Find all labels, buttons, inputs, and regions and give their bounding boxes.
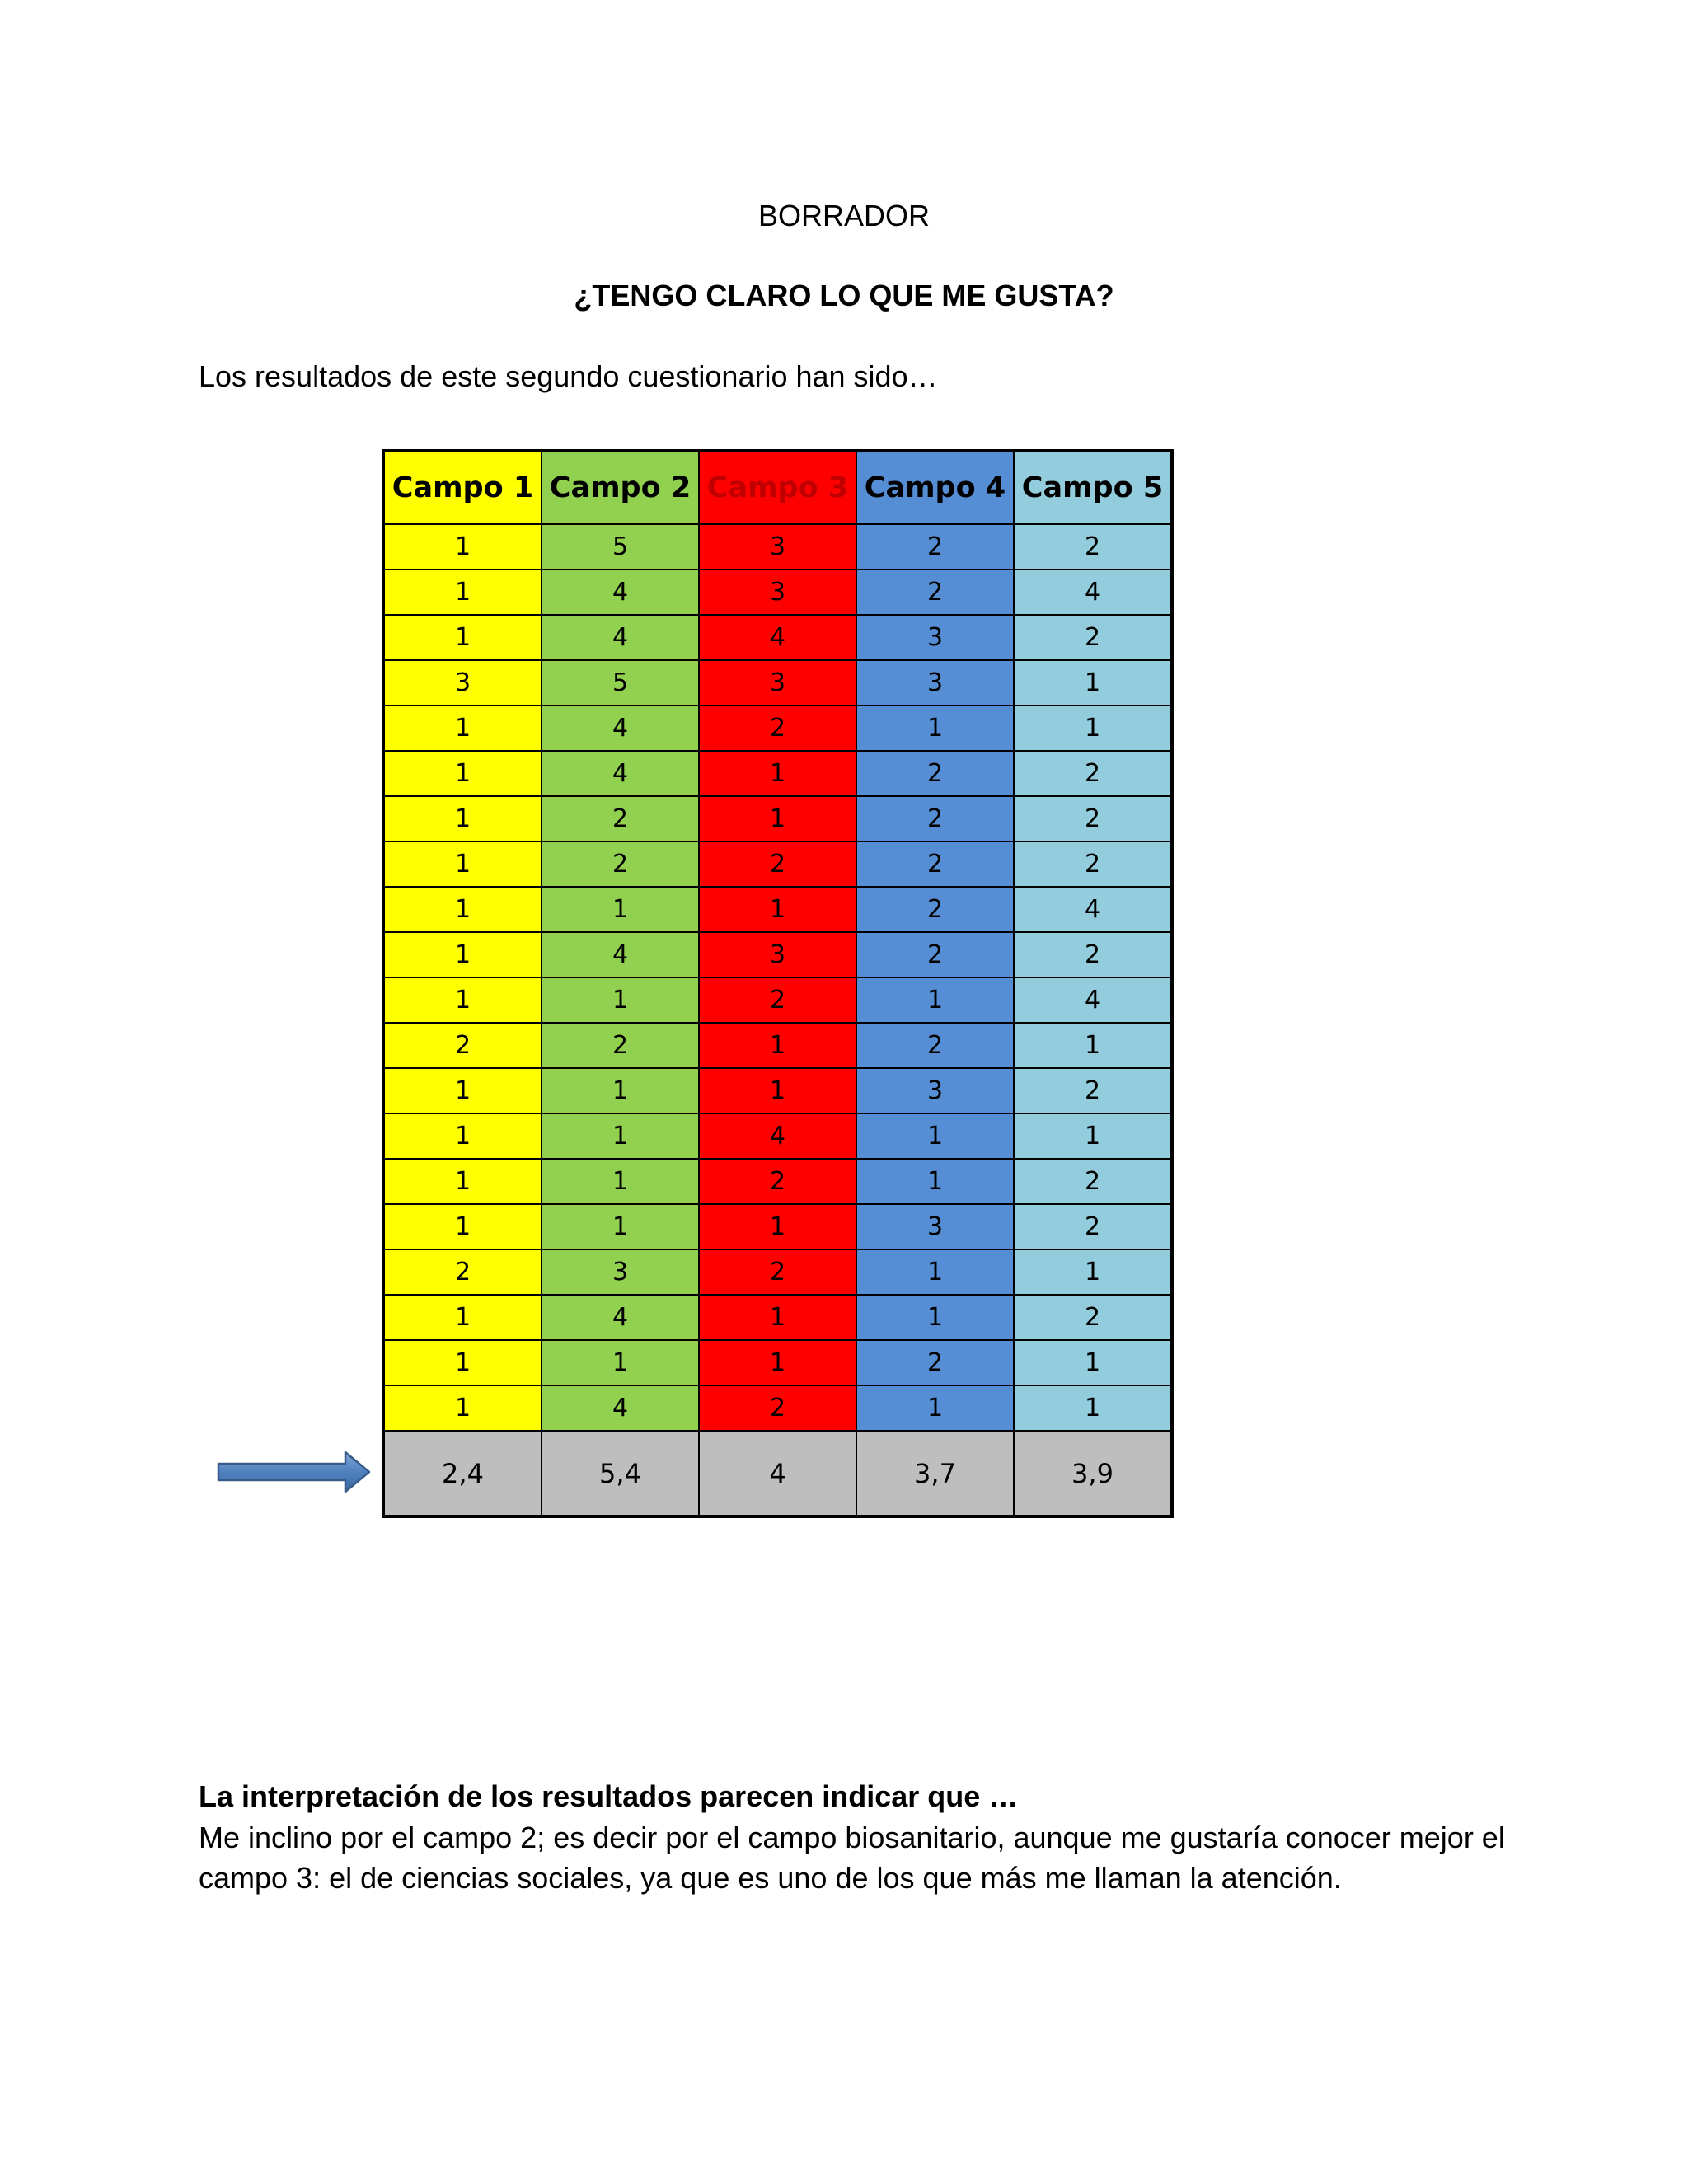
table-cell: 4 (1014, 977, 1172, 1023)
table-row (383, 1068, 1172, 1113)
table-cell: 1 (1014, 660, 1172, 705)
table-cell: 1 (383, 841, 542, 887)
table-cell: 4 (542, 1295, 699, 1340)
table-cell: 2 (856, 887, 1014, 932)
table-cell: 1 (383, 932, 542, 977)
table-cell: 3 (699, 569, 856, 615)
table-row (383, 660, 1172, 705)
table-header-row (383, 451, 1172, 524)
table-cell: 4 (542, 569, 699, 615)
page-title: ¿TENGO CLARO LO QUE ME GUSTA? (574, 279, 1114, 312)
table-cell: 1 (856, 1113, 1014, 1159)
table-cell: 2 (1014, 615, 1172, 660)
table-cell: 3 (699, 932, 856, 977)
table-cell: 4 (1014, 569, 1172, 615)
table-cell: 2 (856, 796, 1014, 841)
table-cell: 2 (1014, 1068, 1172, 1113)
table-cell: 3 (542, 1249, 699, 1295)
table-cell: 2 (1014, 796, 1172, 841)
average-cell: 2,4 (383, 1431, 542, 1516)
table-cell: 1 (856, 1295, 1014, 1340)
table-cell: 5 (542, 660, 699, 705)
table-cell: 1 (383, 1340, 542, 1385)
table-cell: 2 (856, 1023, 1014, 1068)
table-cell: 2 (856, 569, 1014, 615)
table-cell: 1 (542, 1068, 699, 1113)
table-cell: 1 (383, 751, 542, 796)
table-cell: 1 (383, 1068, 542, 1113)
table-cell: 2 (1014, 1159, 1172, 1204)
table-cell: 2 (542, 796, 699, 841)
table-cell: 2 (542, 1023, 699, 1068)
table-cell: 2 (1014, 1295, 1172, 1340)
table-cell: 3 (699, 660, 856, 705)
table-cell: 1 (699, 1295, 856, 1340)
table-cell: 2 (699, 841, 856, 887)
table-cell: 2 (699, 705, 856, 751)
table-cell: 1 (542, 977, 699, 1023)
table-cell: 1 (1014, 1023, 1172, 1068)
table-cell: 4 (542, 615, 699, 660)
table-cell: 3 (856, 615, 1014, 660)
table-cell: 2 (856, 751, 1014, 796)
table-cell: 4 (542, 751, 699, 796)
interpretation-body: Me inclino por el campo 2; es decir por el campo biosanitario, aunque me gustaría conocer mejor el campo 3: el de ciencias sociales, ya que es uno de los que más me llaman la atención. (199, 1821, 1505, 1895)
table-row (383, 977, 1172, 1023)
table-cell: 5 (542, 524, 699, 569)
average-row (383, 1431, 1172, 1516)
table-cell: 1 (542, 1204, 699, 1249)
interpretation-heading: La interpretación de los resultados parecen indicar que … (199, 1779, 1019, 1813)
table-cell: 1 (699, 887, 856, 932)
table-cell: 4 (542, 1385, 699, 1431)
table-cell: 1 (856, 705, 1014, 751)
table-row (383, 615, 1172, 660)
table-cell: 1 (383, 569, 542, 615)
table-cell: 1 (856, 977, 1014, 1023)
average-cell: 3,7 (856, 1431, 1014, 1516)
table-cell: 2 (383, 1023, 542, 1068)
table-cell: 4 (1014, 887, 1172, 932)
table-cell: 3 (383, 660, 542, 705)
table-row (383, 705, 1172, 751)
table-cell: 1 (699, 1340, 856, 1385)
table-row (383, 569, 1172, 615)
table-row (383, 841, 1172, 887)
average-cell: 3,9 (1014, 1431, 1172, 1516)
table-cell: 1 (699, 1068, 856, 1113)
table-cell: 2 (1014, 751, 1172, 796)
table-cell: 1 (856, 1159, 1014, 1204)
table-row (383, 1023, 1172, 1068)
average-cell: 5,4 (542, 1431, 699, 1516)
table-cell: 1 (383, 887, 542, 932)
table-cell: 1 (699, 751, 856, 796)
table-cell: 1 (542, 1113, 699, 1159)
column-header-campo-2: Campo 2 (542, 451, 699, 524)
table-cell: 2 (699, 977, 856, 1023)
table-row (383, 1340, 1172, 1385)
table-cell: 2 (856, 932, 1014, 977)
table-cell: 2 (856, 841, 1014, 887)
table-cell: 4 (542, 705, 699, 751)
table-cell: 1 (542, 1159, 699, 1204)
table-cell: 1 (856, 1249, 1014, 1295)
table-row (383, 796, 1172, 841)
table-row (383, 1113, 1172, 1159)
intro-text: Los resultados de este segundo cuestionario han sido… (199, 359, 938, 393)
table-cell: 1 (383, 1295, 542, 1340)
table-cell: 2 (699, 1249, 856, 1295)
table-cell: 1 (383, 977, 542, 1023)
table-cell: 3 (856, 1068, 1014, 1113)
column-header-campo-5: Campo 5 (1014, 451, 1172, 524)
table-cell: 1 (383, 1113, 542, 1159)
results-table (382, 449, 1174, 1518)
table-row (383, 1295, 1172, 1340)
table-row (383, 887, 1172, 932)
table-row (383, 932, 1172, 977)
table-row (383, 1249, 1172, 1295)
table-cell: 2 (1014, 841, 1172, 887)
table-row (383, 1204, 1172, 1249)
table-cell: 1 (699, 796, 856, 841)
table-cell: 1 (383, 1159, 542, 1204)
table-cell: 1 (1014, 1385, 1172, 1431)
table-cell: 3 (699, 524, 856, 569)
table-cell: 1 (699, 1023, 856, 1068)
table-cell: 2 (699, 1159, 856, 1204)
table-cell: 1 (542, 1340, 699, 1385)
table-cell: 2 (856, 524, 1014, 569)
table-cell: 1 (856, 1385, 1014, 1431)
table-cell: 2 (1014, 524, 1172, 569)
table-cell: 1 (383, 1385, 542, 1431)
table-row (383, 1385, 1172, 1431)
document-label: BORRADOR (757, 199, 931, 232)
right-arrow-icon (216, 1449, 373, 1495)
table-cell: 2 (542, 841, 699, 887)
table-cell: 1 (699, 1204, 856, 1249)
table-cell: 3 (856, 660, 1014, 705)
table-cell: 3 (856, 1204, 1014, 1249)
column-header-campo-3: Campo 3 (699, 451, 856, 524)
column-header-campo-1: Campo 1 (383, 451, 542, 524)
table-cell: 1 (1014, 1249, 1172, 1295)
table-cell: 4 (542, 932, 699, 977)
column-header-campo-4: Campo 4 (856, 451, 1014, 524)
table-cell: 1 (542, 887, 699, 932)
table-cell: 2 (1014, 1204, 1172, 1249)
table-cell: 1 (383, 1204, 542, 1249)
table-cell: 4 (699, 1113, 856, 1159)
table-cell: 1 (383, 705, 542, 751)
table-row (383, 1159, 1172, 1204)
table-cell: 4 (699, 615, 856, 660)
table-cell: 1 (383, 615, 542, 660)
table-cell: 2 (699, 1385, 856, 1431)
table-row (383, 751, 1172, 796)
table-cell: 2 (856, 1340, 1014, 1385)
table-cell: 1 (1014, 1340, 1172, 1385)
table-row (383, 524, 1172, 569)
average-cell: 4 (699, 1431, 856, 1516)
table-cell: 1 (383, 796, 542, 841)
table-cell: 2 (383, 1249, 542, 1295)
table-cell: 2 (1014, 932, 1172, 977)
table-cell: 1 (1014, 1113, 1172, 1159)
table-cell: 1 (1014, 705, 1172, 751)
table-cell: 1 (383, 524, 542, 569)
